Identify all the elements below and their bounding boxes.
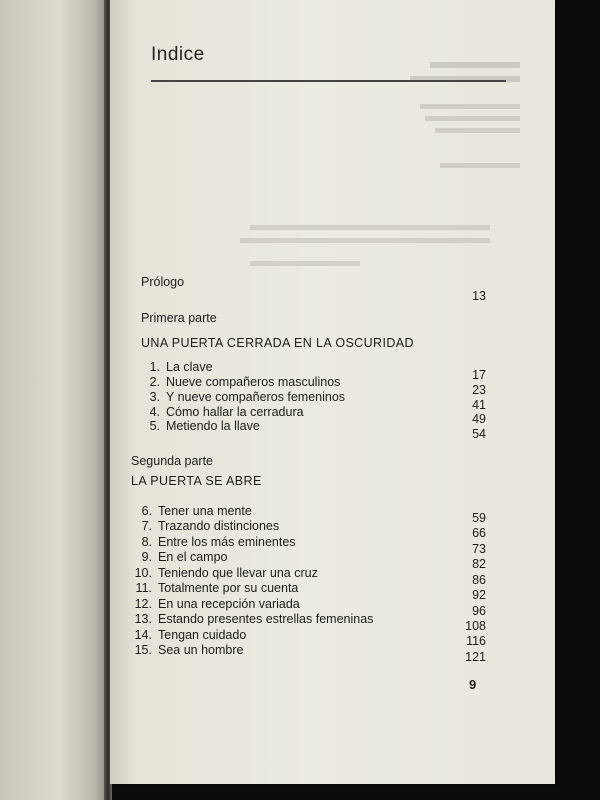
show-through-shadow-lower	[240, 225, 490, 266]
title-rule	[151, 80, 506, 82]
toc-entry: 13. Estando presentes estrellas femeninas	[134, 612, 374, 626]
toc-entry: 4. Cómo hallar la cerradura	[149, 405, 304, 419]
toc-entry-page: 59	[472, 511, 486, 525]
toc-entry-page: 17	[472, 368, 486, 382]
part-title: LA PUERTA SE ABRE	[131, 474, 262, 488]
toc-entry: 6. Tener una mente	[141, 504, 252, 518]
toc-entry-page: 82	[472, 557, 486, 571]
toc-entry-page: 23	[472, 383, 486, 397]
toc-entry-page: 116	[466, 634, 486, 648]
toc-entry: 9. En el campo	[141, 550, 228, 564]
toc-entry-page: 41	[472, 398, 486, 412]
toc-entry: 5. Metiendo la llave	[149, 419, 260, 433]
toc-entry: 10. Teniendo que llevar una cruz	[134, 566, 318, 580]
toc-entry: 1. La clave	[149, 360, 213, 374]
prologue-page: 13	[472, 289, 486, 303]
toc-entry-page: 92	[472, 588, 486, 602]
toc-entry-page: 49	[472, 412, 486, 426]
page-number: 9	[469, 677, 477, 692]
toc-entry-page: 66	[472, 526, 486, 540]
toc-entry-page: 54	[472, 427, 486, 441]
toc-entry-page: 73	[472, 542, 486, 556]
prologue-label: Prólogo	[141, 275, 185, 289]
toc-entry: 14. Tengan cuidado	[134, 628, 247, 642]
part-title: UNA PUERTA CERRADA EN LA OSCURIDAD	[141, 336, 414, 350]
facing-page	[0, 0, 108, 800]
toc-entry: 11. Totalmente por su cuenta	[135, 581, 299, 595]
part-label: Primera parte	[141, 311, 217, 325]
toc-entry: 2. Nueve compañeros masculinos	[149, 375, 341, 389]
show-through-shadow	[410, 62, 520, 168]
toc-entry: 3. Y nueve compañeros femeninos	[149, 390, 346, 404]
toc-entry-page: 108	[465, 619, 486, 633]
toc-entry: 15. Sea un hombre	[134, 643, 244, 657]
page-title: Indice	[151, 44, 205, 65]
part-label: Segunda parte	[131, 454, 214, 468]
toc-entry-page: 86	[472, 573, 486, 587]
toc-page	[110, 0, 555, 784]
toc-entry: 7. Trazando distinciones	[141, 519, 280, 533]
toc-entry: 12. En una recepción variada	[134, 597, 300, 611]
toc-entry-page: 121	[465, 650, 486, 664]
toc-entry: 8. Entre los más eminentes	[141, 535, 296, 549]
toc-entry-page: 96	[472, 604, 486, 618]
